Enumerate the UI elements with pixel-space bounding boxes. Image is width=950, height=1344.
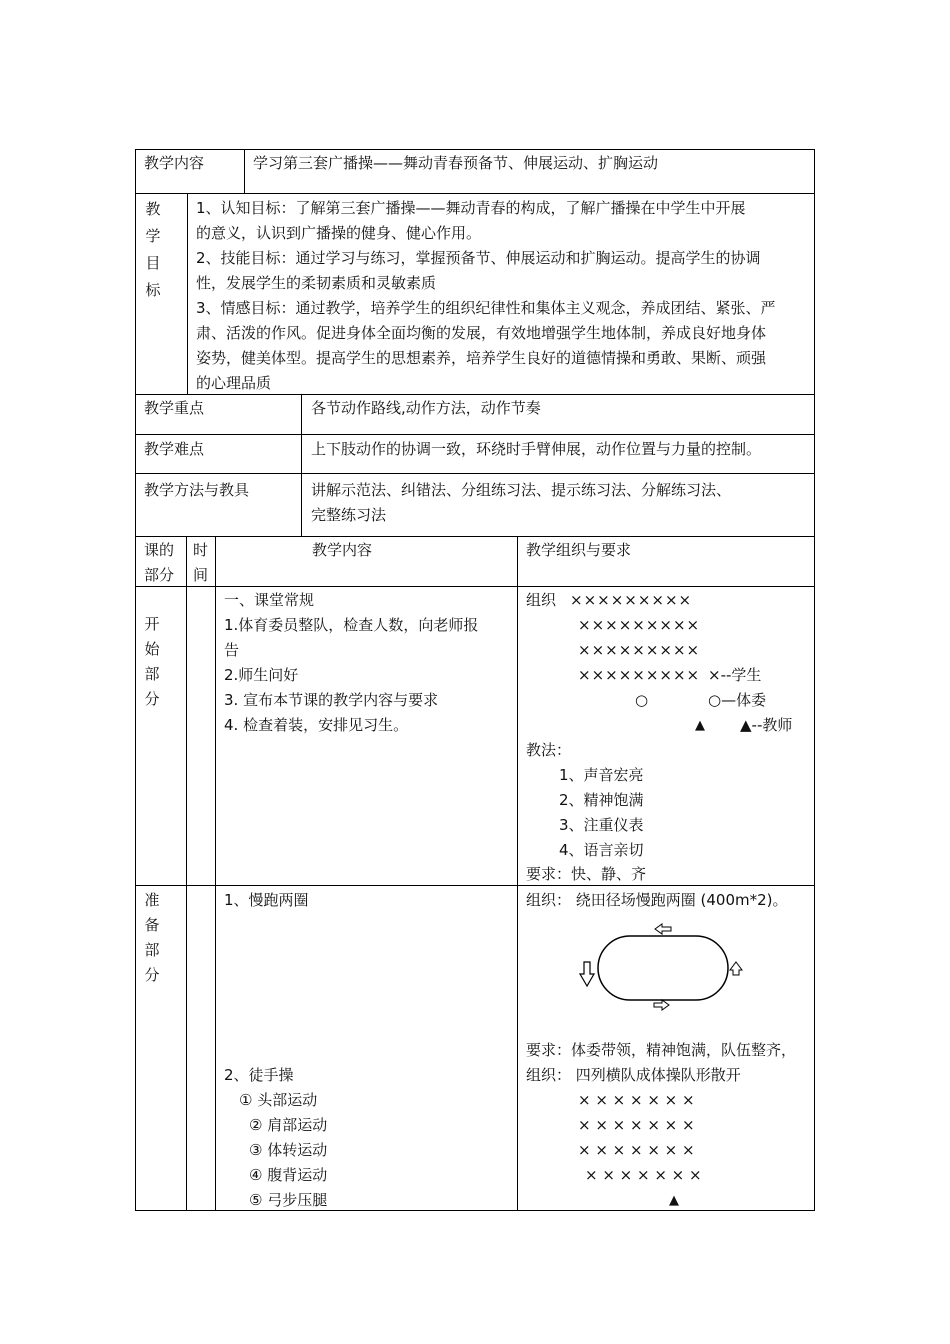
start-org-label: 组织 [526,591,557,609]
table-border-right [814,149,815,1211]
exercise-item: ④ 腹背运动 [249,1166,328,1184]
formation-row: × × × × × × × [578,1116,695,1134]
running-track-diagram [578,920,748,1015]
objectives-label: 教 学 目 标 [145,200,161,299]
row-divider [135,193,815,194]
header-time: 时 间 [193,541,209,584]
arrow-right-icon [654,1000,669,1010]
formation-row: × × × × × × × [585,1166,702,1184]
prep-content-1: 1、慢跑两圈 [224,891,309,909]
table-border-top [135,149,815,150]
arrow-down-icon [580,962,594,986]
method-label: 教法： [526,741,572,759]
difficulties-label: 教学难点 [144,440,205,458]
difficulties-value: 上下肢动作的协调一致，环绕时手臂伸展，动作位置与力量的控制。 [311,440,762,458]
exercise-item: ① 头部运动 [239,1091,318,1109]
prep-org-2: 组织： 四列横队成体操队形散开 [526,1066,741,1084]
prep-requirement: 要求：体委带领，精神饱满，队伍整齐， [526,1041,797,1059]
start-section-label: 开 始 部 分 [144,615,160,708]
methods-label: 教学方法与教具 [144,481,250,499]
start-content: 一、课堂常规 1.体育委员整队，检查人数，向老师报 告 2.师生问好 3. 宣布本节课的教学内容与要求 4. 检查着装，安排见习生。 [224,591,479,734]
objectives-text: 1、认知目标：了解第三套广播操——舞动青春的构成，了解广播操在中学生中开展 的意义，认识到广播操的健身、健心作用。 2、技能目标：通过学习与练习，掌握预备节、伸展运动和扩胸运动。提高学生的协调 性，发展学生的柔韧素质和灵敏素质 3、情感目标：通过教学，培养学生的组织纪律性和集体主义观念，养成团结、紧张、严 肃、活泼的作风。促进身体全面均衡的发展，有效地增强学生地体制，养成良好地身体 姿势，健美体型。提高学生的思想素养，培养学生良好的道德情操和勇敢、果断、顽强 的心理品质 [196,199,776,392]
col-divider [187,193,188,394]
formation-row: ××××××××× [578,666,701,684]
key-points-label: 教学重点 [144,399,205,417]
arrow-left-icon [655,924,671,934]
arrow-up-icon [730,962,742,975]
formation-row: ××××××××× [578,616,701,634]
key-points-value: 各节动作路线,动作方法，动作节奏 [311,399,541,417]
header-part: 课的 部分 [144,541,175,584]
legend-teacher: ▲--教师 [740,716,793,734]
row-divider [135,586,815,587]
formation-row: × × × × × × × [578,1091,695,1109]
col-divider [301,394,302,536]
legend-monitor: ○—体委 [708,691,767,709]
exercise-item: ③ 体转运动 [249,1141,328,1159]
row1-value: 学习第三套广播操——舞动青春预备节、伸展运动、扩胸运动 [253,154,659,172]
exercise-item: ② 肩部运动 [249,1116,328,1134]
table-border-left [135,149,136,1211]
legend-student: ×--学生 [708,666,762,684]
row1-label: 教学内容 [144,154,205,172]
row-divider [135,536,815,537]
col-divider [215,536,216,1210]
table-border-bottom [135,1210,815,1211]
monitor-marker: ○ [635,691,649,709]
row-divider [135,885,815,886]
method-list: 1、声音宏亮 2、精神饱满 3、注重仪表 4、语言亲切 [559,766,644,859]
header-content: 教学内容 [312,541,373,559]
header-organization: 教学组织与要求 [526,541,632,559]
start-requirement: 要求：快、静、齐 [526,865,647,883]
col-divider [186,536,187,1210]
formation-row: × × × × × × × [578,1141,695,1159]
row-divider [135,434,815,435]
track-oval [598,936,728,1000]
prep-org-1: 组织： 绕田径场慢跑两圈 (400m*2)。 [526,891,788,909]
exercise-item: ⑤ 弓步压腿 [249,1191,328,1209]
teacher-marker: ▲ [695,718,705,733]
formation-row: ××××××××× [570,591,693,609]
teacher-marker: ▲ [669,1193,679,1208]
col-divider [517,536,518,1210]
methods-value: 讲解示范法、纠错法、分组练习法、提示练习法、分解练习法、 完整练习法 [311,481,732,524]
row-divider [135,473,815,474]
prep-section-label: 准 备 部 分 [144,891,160,984]
formation-row: ××××××××× [578,641,701,659]
col-divider [244,149,245,193]
prep-content-2: 2、徒手操 [224,1066,294,1084]
